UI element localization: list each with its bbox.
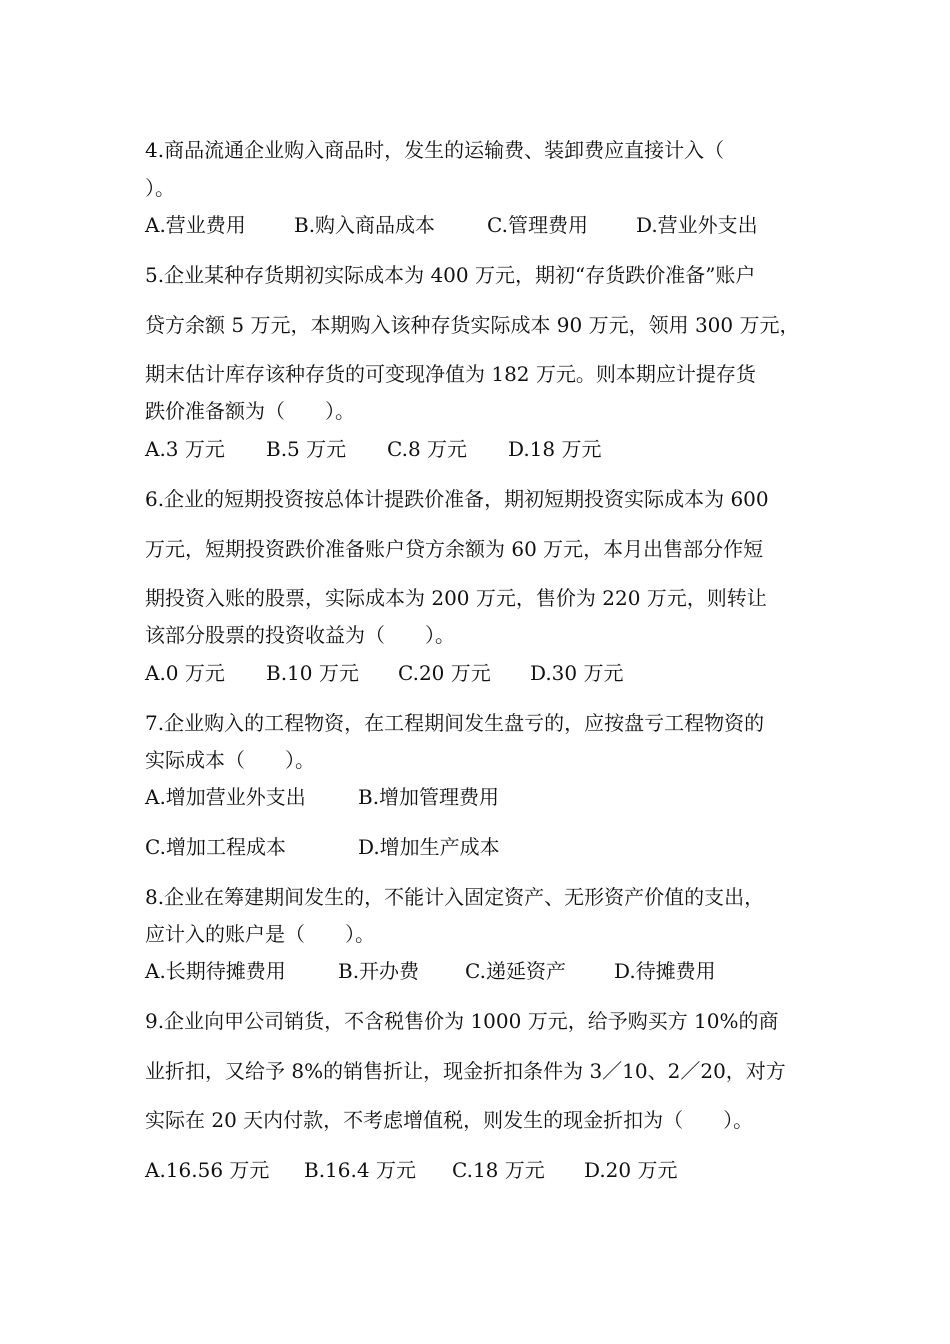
question-5-line-1: 5.企业某种存货期初实际成本为 400 万元，期初“存货跌价准备”账户 [145, 263, 756, 287]
question-5-line-4: 跌价准备额为（ ）。 [145, 399, 355, 423]
question-6-line-1: 6.企业的短期投资按总体计提跌价准备，期初短期投资实际成本为 600 [145, 487, 769, 511]
question-8-option-c: C.递延资产 [465, 959, 566, 983]
question-7-option-a: A.增加营业外支出 [145, 785, 306, 809]
question-6-option-a: A.0 万元 [145, 661, 225, 685]
question-4-line-1: 4.商品流通企业购入商品时，发生的运输费、装卸费应直接计入（ [145, 138, 725, 162]
question-4-option-b: B.购入商品成本 [294, 213, 436, 237]
question-9-line-1: 9.企业向甲公司销货，不含税售价为 1000 万元，给予购买方 10%的商 [145, 1009, 779, 1033]
question-9-option-a: A.16.56 万元 [145, 1158, 270, 1182]
question-5-option-b: B.5 万元 [266, 437, 347, 461]
question-9-line-2: 业折扣，又给予 8%的销售折让，现金折扣条件为 3／10、2／20，对方 [145, 1059, 786, 1083]
question-6-option-d: D.30 万元 [530, 661, 624, 685]
question-4-option-d: D.营业外支出 [636, 213, 758, 237]
question-9-option-c: C.18 万元 [452, 1158, 545, 1182]
question-6-option-c: C.20 万元 [398, 661, 491, 685]
question-9-line-3: 实际在 20 天内付款，不考虑增值税，则发生的现金折扣为（ ）。 [145, 1108, 754, 1132]
question-8-line-1: 8.企业在筹建期间发生的，不能计入固定资产、无形资产价值的支出， [145, 885, 765, 909]
question-8-option-a: A.长期待摊费用 [145, 959, 286, 983]
question-5-line-3: 期末估计库存该种存货的可变现净值为 182 万元。则本期应计提存货 [145, 362, 756, 386]
question-6-line-3: 期投资入账的股票，实际成本为 200 万元，售价为 220 万元，则转让 [145, 586, 767, 610]
question-6-line-4: 该部分股票的投资收益为（ ）。 [145, 623, 455, 647]
question-4-option-a: A.营业费用 [145, 213, 246, 237]
question-9-option-d: D.20 万元 [584, 1158, 678, 1182]
question-9-option-b: B.16.4 万元 [304, 1158, 416, 1182]
question-5-option-c: C.8 万元 [387, 437, 468, 461]
question-6-line-2: 万元，短期投资跌价准备账户贷方余额为 60 万元，本月出售部分作短 [145, 537, 764, 561]
question-5-line-2: 贷方余额 5 万元，本期购入该种存货实际成本 90 万元，领用 300 万元， [145, 313, 800, 337]
question-5-option-a: A.3 万元 [145, 437, 225, 461]
question-4-option-c: C.管理费用 [487, 213, 588, 237]
question-7-option-c: C.增加工程成本 [145, 835, 286, 859]
question-6-option-b: B.10 万元 [266, 661, 359, 685]
question-7-line-1: 7.企业购入的工程物资，在工程期间发生盘亏的，应按盘亏工程物资的 [145, 711, 765, 735]
question-8-option-d: D.待摊费用 [614, 959, 716, 983]
question-8-option-b: B.开办费 [338, 959, 420, 983]
question-7-option-b: B.增加管理费用 [358, 785, 500, 809]
question-7-option-d: D.增加生产成本 [358, 835, 500, 859]
question-8-line-2: 应计入的账户是（ ）。 [145, 922, 375, 946]
question-7-line-2: 实际成本（ ）。 [145, 748, 315, 772]
question-4-line-2: ）。 [145, 176, 175, 200]
question-5-option-d: D.18 万元 [508, 437, 602, 461]
